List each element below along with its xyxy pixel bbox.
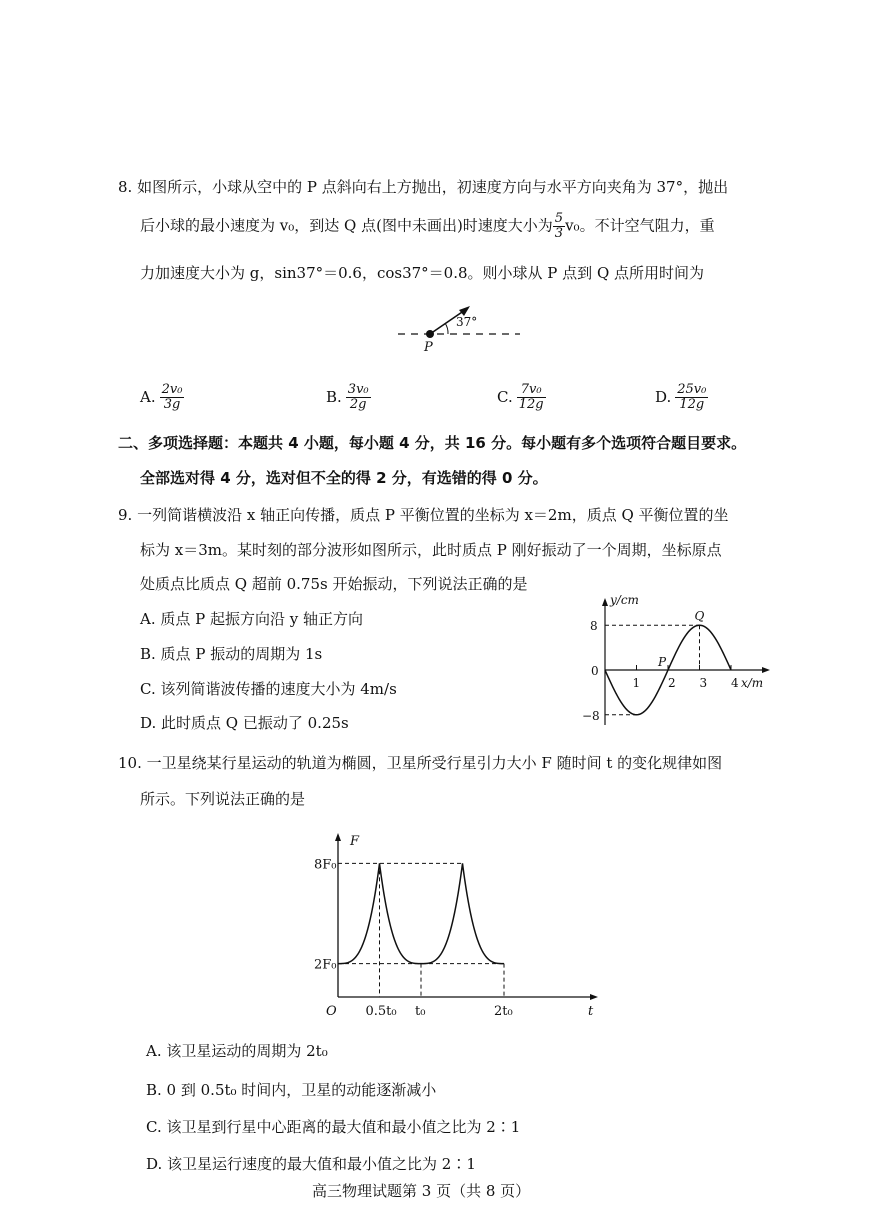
q10-option-c[interactable]: C. 该卫星到行星中心距离的最大值和最小值之比为 2∶1: [146, 1118, 521, 1136]
q8-frac-num: 5: [554, 211, 564, 226]
q8-option-a-num: 2v₀: [161, 382, 183, 397]
q10-x-label-half: 0.5t₀: [365, 1004, 397, 1019]
q9-label-p: P: [658, 655, 667, 669]
q10-y-arrow: [335, 833, 341, 841]
q10-chart: [300, 825, 610, 1020]
q8-option-a-den: 3g: [163, 397, 181, 412]
q8-line3: 力加速度大小为 g，sin37°＝0.6，cos37°＝0.8。则小球从 P 点到 Q 点所用时间为: [140, 264, 705, 282]
q9-line3: 处质点比质点 Q 超前 0.75s 开始振动，下列说法正确的是: [140, 575, 528, 593]
q9-option-b[interactable]: B. 质点 P 振动的周期为 1s: [140, 645, 323, 663]
q8-line2-b: v₀。不计空气阻力，重: [565, 216, 715, 235]
q10-x-label-t0: t₀: [415, 1004, 426, 1019]
q9-x-label: x/m: [741, 676, 764, 690]
q10-x-label: t: [588, 1004, 594, 1019]
q9-y-arrow: [602, 598, 608, 606]
q10-origin-label: O: [326, 1004, 337, 1019]
q10-y-label: F: [350, 834, 360, 849]
q8-figure: [390, 298, 530, 358]
q10-option-a[interactable]: A. 该卫星运动的周期为 2t₀: [146, 1042, 328, 1060]
q8-angle-label: 37°: [456, 315, 478, 329]
q8-p-label: P: [424, 340, 433, 355]
q8-option-c[interactable]: [497, 383, 546, 412]
q9-x-tick-label: 1: [632, 676, 641, 690]
section2-line1: 二、多项选择题：本题共 4 小题，每小题 4 分，共 16 分。每小题有多个选项符合题目要求。: [118, 434, 747, 452]
q10-y-label-max: 8F₀: [314, 857, 337, 873]
q10-x-label-2t0: 2t₀: [494, 1004, 513, 1019]
q10-option-b[interactable]: B. 0 到 0.5t₀ 时间内，卫星的动能逐渐减小: [146, 1081, 437, 1099]
q9-option-c[interactable]: C. 该列简谐波传播的速度大小为 4m/s: [140, 680, 397, 698]
q9-chart: [575, 590, 775, 730]
q9-line1: 9. 一列简谐横波沿 x 轴正向传播，质点 P 平衡位置的坐标为 x＝2m，质点 Q 平衡位置的坐: [118, 506, 729, 524]
q8-option-d-label: D.: [655, 387, 672, 406]
q8-angle-arc: [445, 323, 448, 334]
section2-line2: 全部选对得 4 分，选对但不全的得 2 分，有选错的得 0 分。: [140, 469, 548, 487]
q8-option-c-label: C.: [497, 387, 513, 406]
q8-option-b-label: B.: [326, 387, 342, 406]
q8-option-d-den: 12g: [679, 397, 705, 412]
q8-fraction: [553, 212, 565, 241]
q9-option-d[interactable]: D. 此时质点 Q 已振动了 0.25s: [140, 714, 349, 732]
q10-x-arrow: [590, 994, 598, 1000]
q8-option-b-den: 2g: [349, 397, 367, 412]
q9-x-tick-label: 3: [699, 676, 708, 690]
q9-y-tick-label: −8: [582, 708, 600, 723]
q9-line2: 标为 x＝3m。某时刻的部分波形如图所示，此时质点 P 刚好振动了一个周期，坐标原点: [140, 541, 722, 559]
q8-option-a-label: A.: [140, 387, 156, 406]
q10-line2: 所示。下列说法正确的是: [140, 790, 306, 808]
q9-label-q: Q: [694, 609, 705, 624]
q9-x-tick-label: 2: [668, 676, 676, 690]
q9-y-tick-label: 0: [591, 664, 599, 678]
q8-point-p: [426, 330, 434, 338]
q8-line2-a: 后小球的最小速度为 v₀，到达 Q 点(图中未画出)时速度大小为: [140, 216, 553, 235]
q9-x-arrow: [762, 667, 770, 673]
q9-option-a[interactable]: A. 质点 P 起振方向沿 y 轴正方向: [140, 610, 364, 628]
q9-x-tick-label: 4: [731, 676, 739, 690]
q9-y-tick-label: 8: [590, 619, 598, 634]
q8-option-b[interactable]: [326, 383, 371, 412]
page-footer: 高三物理试题第 3 页（共 8 页）: [312, 1182, 531, 1200]
q8-line1: 8. 如图所示，小球从空中的 P 点斜向右上方抛出，初速度方向与水平方向夹角为 37°，抛出: [118, 178, 729, 196]
q8-line2: [140, 212, 715, 241]
q9-y-label: y/cm: [610, 593, 639, 607]
q8-option-a[interactable]: [140, 383, 184, 412]
q8-option-d[interactable]: [655, 383, 708, 412]
q8-option-d-num: 25v₀: [677, 382, 707, 397]
q10-line1: 10. 一卫星绕某行星运动的轨道为椭圆，卫星所受行星引力大小 F 随时间 t 的变化规律如图: [118, 754, 723, 772]
q10-y-label-min: 2F₀: [314, 957, 337, 973]
q8-option-b-num: 3v₀: [347, 382, 369, 397]
q10-force-curve: [338, 863, 504, 963]
q8-option-c-num: 7v₀: [517, 383, 546, 398]
q10-option-d[interactable]: D. 该卫星运行速度的最大值和最小值之比为 2∶1: [146, 1155, 476, 1173]
q8-option-c-den: 12g: [518, 397, 544, 412]
q8-frac-den: 3: [554, 226, 564, 241]
